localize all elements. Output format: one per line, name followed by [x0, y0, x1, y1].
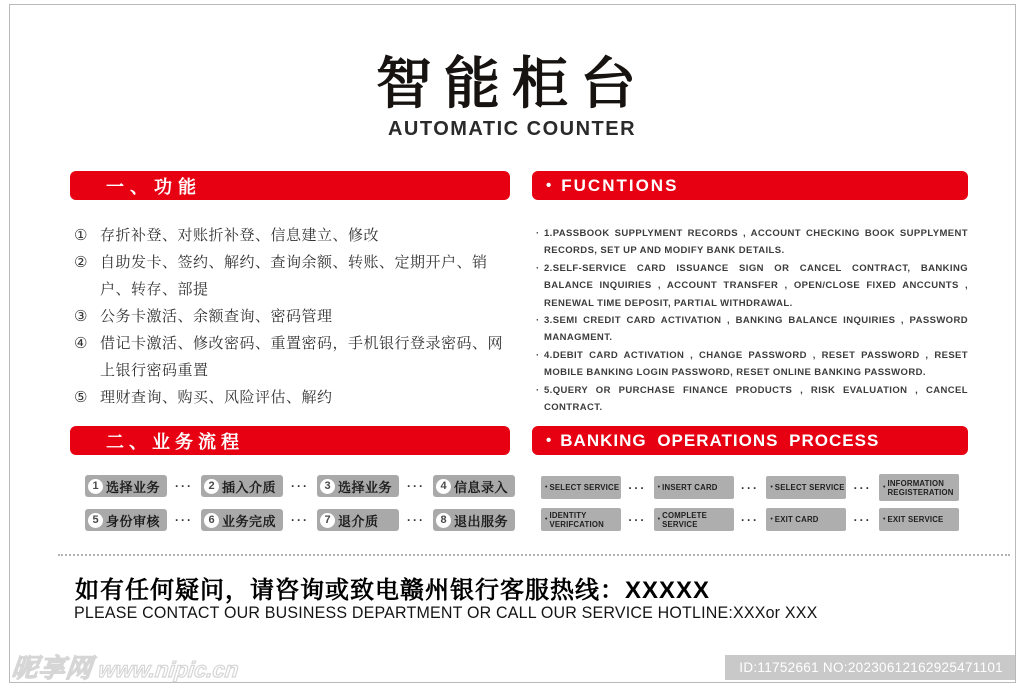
- step-number: 3: [320, 479, 335, 494]
- step-box: [433, 475, 515, 497]
- item-text: 5.QUERY OR PURCHASE FINANCE PRODUCTS , RISK EVALUATION , CANCEL CONTRACT.: [544, 384, 968, 414]
- dots-connector: ···: [407, 479, 425, 493]
- dots-connector: ···: [291, 513, 309, 527]
- item-text: 理财查询、购买、风险评估、解约: [100, 389, 333, 406]
- dotted-divider: [58, 554, 1010, 556]
- process-steps-en-row2: [541, 508, 959, 531]
- item-text: 4.DEBIT CARD ACTIVATION , CHANGE PASSWORD , RESET PASSWORD , RESET MOBILE BANKING LOGIN PASSWORD, RESET ONLINE BANKING PASSWORD.: [544, 349, 968, 379]
- list-item: [74, 330, 516, 384]
- list-item: [74, 249, 516, 303]
- item-text: 1.PASSBOOK SUPPLYMENT RECORDS , ACCOUNT CHECKING BOOK SUPPLYMENT RECORDS, SET UP AND MODIFY BANK DETAILS.: [544, 228, 968, 257]
- step-box: [85, 475, 167, 497]
- item-text: 存折补登、对账折补登、信息建立、修改: [100, 227, 380, 244]
- step-label: INSERT CARD: [662, 483, 718, 492]
- section-header-functions-cn: 一、功能: [70, 171, 510, 200]
- process-steps-en-row1: [541, 474, 959, 501]
- item-number: ④: [74, 335, 88, 352]
- section-header-functions-en: [532, 171, 968, 200]
- step-box: [879, 508, 959, 531]
- step-label: COMPLETE SERVICE: [662, 510, 708, 529]
- process-steps-cn-row1: [85, 475, 515, 497]
- step-label: 身份审核: [106, 513, 161, 529]
- item-number: ②: [74, 254, 88, 271]
- bullet-dot-icon: ·: [536, 315, 540, 327]
- step-label: EXIT SERVICE: [887, 515, 944, 524]
- step-box: [879, 474, 959, 501]
- step-label: IDENTITY VERIFCATION: [549, 510, 604, 529]
- bullet-icon: •: [770, 484, 773, 491]
- process-steps-cn-row2: [85, 509, 515, 531]
- functions-list-en: [536, 225, 968, 416]
- dots-connector: ···: [853, 512, 872, 527]
- step-number: 6: [204, 513, 219, 528]
- item-text: 3.SEMI CREDIT CARD ACTIVATION , BANKING BALANCE INQUIRIES , PASSWORD MANAGMENT.: [544, 315, 968, 344]
- item-text: 公务卡激活、余额查询、密码管理: [100, 308, 333, 325]
- step-label: INFORMATION REGISTERATION: [887, 478, 954, 497]
- item-number: ①: [74, 227, 88, 244]
- step-number: 8: [436, 513, 451, 528]
- footer-hotline-cn: 如有任何疑问，请咨询或致电赣州银行客服热线：XXXXX: [75, 577, 711, 604]
- step-box: [201, 509, 283, 531]
- step-box: [654, 508, 734, 531]
- item-number: ⑤: [74, 389, 88, 406]
- step-box: [766, 508, 846, 531]
- step-label: EXIT CARD: [774, 515, 819, 524]
- step-label: 业务完成: [222, 513, 277, 529]
- bullet-icon: •: [657, 484, 661, 491]
- dots-connector: ···: [853, 480, 872, 495]
- step-box: [201, 475, 283, 497]
- watermark-logo: [10, 648, 241, 685]
- bullet-icon: •: [545, 516, 548, 523]
- step-label: 退出服务: [454, 513, 509, 529]
- dots-connector: ···: [175, 513, 193, 527]
- section-header-label: FUCNTIONS: [561, 175, 679, 195]
- step-label: 选择业务: [106, 479, 161, 495]
- step-number: 5: [88, 513, 103, 528]
- list-item: [74, 384, 516, 411]
- step-box: [85, 509, 167, 531]
- dots-connector: ···: [407, 513, 425, 527]
- step-box: [766, 476, 846, 499]
- bullet-icon: •: [545, 484, 548, 491]
- item-text: 借记卡激活、修改密码、重置密码，手机银行登录密码、网上银行密码重置: [100, 335, 504, 379]
- dots-connector: ···: [628, 480, 647, 495]
- list-item: [74, 303, 516, 330]
- section-header-process-cn: 二、业务流程: [70, 426, 510, 455]
- list-item: [536, 312, 968, 347]
- bullet-icon: •: [883, 516, 886, 523]
- step-label: 插入介质: [222, 479, 277, 495]
- step-label: 信息录入: [454, 479, 509, 495]
- page-title: 智能柜台: [376, 52, 648, 115]
- step-box: [541, 476, 621, 499]
- step-number: 1: [88, 479, 103, 494]
- dots-connector: ···: [175, 479, 193, 493]
- bullet-icon: •: [546, 432, 553, 449]
- dots-connector: ···: [628, 512, 647, 527]
- step-label: 退介质: [338, 513, 379, 529]
- bullet-dot-icon: ·: [536, 349, 540, 361]
- dots-connector: ···: [741, 512, 759, 527]
- watermark-site-name: 昵享网: [10, 653, 95, 683]
- item-text: 2.SELF-SERVICE CARD ISSUANCE SIGN OR CANCEL CONTRACT, BANKING BALANCE INQUIRIES , ACCOUNT TRANSFER , OPEN/CLOSE FIXED ANCCUNTS , RENEWAL TIME DEPOSIT, PARTIAL WITHDRAWAL.: [544, 262, 968, 309]
- list-item: [74, 222, 516, 249]
- list-item: [536, 260, 968, 312]
- bullet-icon: •: [657, 516, 661, 523]
- item-text: 自助发卡、签约、解约、查询余额、转账、定期开户、销户、转存、部提: [100, 254, 488, 298]
- list-item: [536, 225, 968, 260]
- step-label: 选择业务: [338, 479, 393, 495]
- dots-connector: ···: [741, 480, 759, 495]
- page-subtitle: AUTOMATIC COUNTER: [387, 118, 637, 140]
- step-label: SELECT SERVICE: [774, 483, 845, 492]
- section-header-label: BANKING OPERATIONS PROCESS: [560, 430, 880, 450]
- section-header-process-en: [532, 426, 968, 455]
- watermark-url: www.nipic.cn: [97, 657, 240, 682]
- image-id-badge: ID:11752661 NO:20230612162925471101: [725, 655, 1015, 680]
- step-box: [433, 509, 515, 531]
- step-box: [317, 509, 399, 531]
- functions-list-cn: [74, 222, 516, 411]
- bullet-icon: •: [883, 484, 886, 491]
- step-box: [541, 508, 621, 531]
- bullet-dot-icon: ·: [536, 228, 540, 239]
- list-item: [536, 382, 968, 417]
- footer-hotline-en: PLEASE CONTACT OUR BUSINESS DEPARTMENT OR CALL OUR SERVICE HOTLINE:XXXor XXX: [74, 604, 818, 622]
- step-number: 2: [204, 479, 219, 494]
- dots-connector: ···: [291, 479, 309, 493]
- bullet-icon: •: [770, 516, 773, 523]
- step-box: [317, 475, 399, 497]
- step-label: SELECT SERVICE: [549, 483, 620, 492]
- item-number: ③: [74, 308, 88, 325]
- step-number: 7: [320, 513, 335, 528]
- bullet-dot-icon: ·: [536, 262, 540, 274]
- bullet-icon: •: [546, 177, 554, 194]
- list-item: [536, 347, 968, 382]
- step-number: 4: [436, 479, 451, 494]
- bullet-dot-icon: ·: [536, 384, 540, 396]
- step-box: [654, 476, 734, 499]
